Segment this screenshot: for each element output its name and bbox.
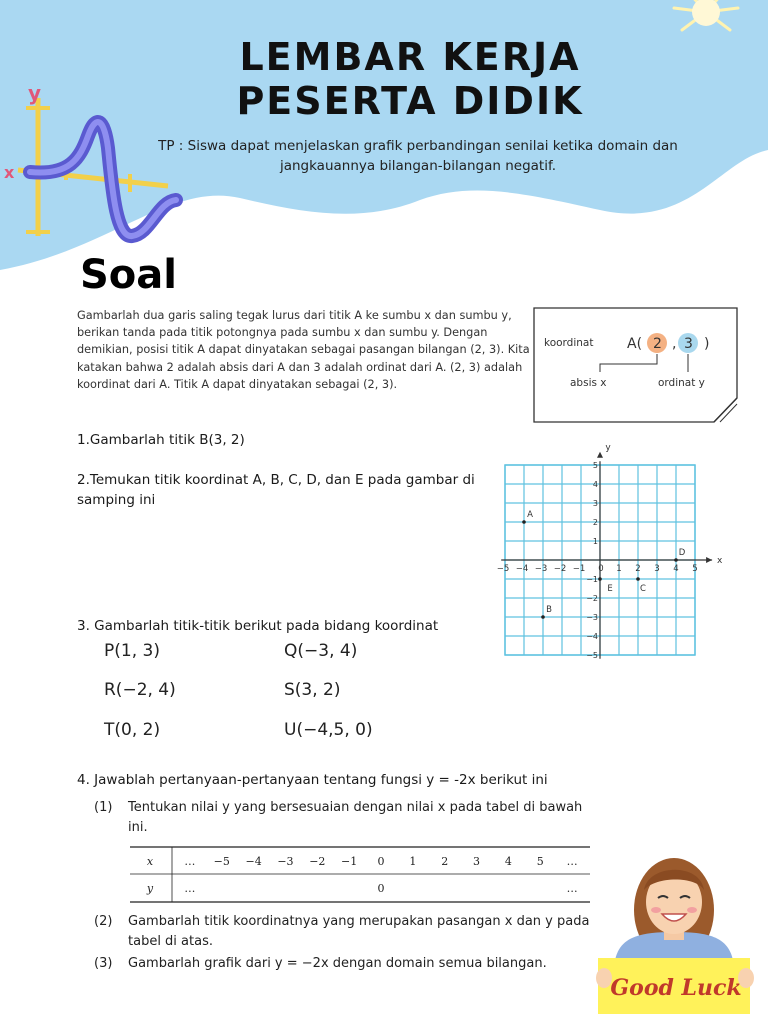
task-3 xyxy=(94,954,547,973)
value-table xyxy=(130,846,590,903)
grid-point-label: B xyxy=(546,605,552,615)
grid-point-label: E xyxy=(607,584,613,594)
table-x-cell: −5 xyxy=(213,855,230,868)
x-tick-label: 0 xyxy=(598,564,604,574)
question-1: 1.Gambarlah titik B(3, 2) xyxy=(77,432,245,448)
y-tick-label: 2 xyxy=(592,518,598,527)
y-tick-label: 3 xyxy=(592,499,598,508)
coordinate-grid xyxy=(496,434,732,660)
y-tick-label: 1 xyxy=(592,537,598,546)
question-4: 4. Jawablah pertanyaan-pertanyaan tentang fungsi y = -2x berikut ini xyxy=(77,772,548,788)
task-box xyxy=(94,794,599,984)
comma: , xyxy=(672,336,677,352)
y-tick-label: 5 xyxy=(592,461,598,470)
table-x-cell: 1 xyxy=(409,855,417,868)
task-1 xyxy=(94,798,582,817)
x-tick-label: 2 xyxy=(635,564,641,574)
table-y-cell: … xyxy=(566,882,578,895)
page-title-line2: PESERTA DIDIK xyxy=(236,79,584,123)
y-tick-label: −1 xyxy=(586,575,598,584)
section-title: Soal xyxy=(80,252,177,298)
grid-y-label: y xyxy=(605,442,611,453)
good-luck-text: Good Luck xyxy=(610,975,742,1001)
task-2 xyxy=(94,912,589,931)
sun-icon xyxy=(668,0,744,36)
table-x-cell: … xyxy=(184,855,196,868)
close-paren: ) xyxy=(704,336,710,352)
grid-point-b xyxy=(541,615,545,619)
task-1-continued: ini. xyxy=(128,820,148,835)
label-koordinat: koordinat xyxy=(544,337,594,349)
y-tick-label: −3 xyxy=(586,613,598,622)
table-y-cell: … xyxy=(184,882,196,895)
point-item: R(−2, 4) xyxy=(104,680,176,700)
task-number: (1) xyxy=(94,800,113,815)
table-x-cell: 5 xyxy=(536,855,544,868)
table-x-cell: −3 xyxy=(277,855,294,868)
question-3: 3. Gambarlah titik-titik berikut pada bidang koordinat xyxy=(77,618,439,634)
table-x-cell: 3 xyxy=(473,855,481,868)
grid-x-label: x xyxy=(717,556,723,566)
question-2: 2.Temukan titik koordinat A, B, C, D, dan E pada gambar di samping ini xyxy=(77,472,475,508)
table-x-cell: 4 xyxy=(504,855,512,868)
point-item: P(1, 3) xyxy=(104,641,160,661)
task-2-continued: tabel di atas. xyxy=(128,934,213,949)
y-tick-label: −5 xyxy=(586,651,598,660)
task-number: (2) xyxy=(94,914,113,929)
y-tick-label: −4 xyxy=(586,632,598,641)
table-x-cell: −1 xyxy=(341,855,358,868)
x-tick-label: 1 xyxy=(616,564,622,574)
table-x-cell: 0 xyxy=(377,855,385,868)
point-item: U(−4,5, 0) xyxy=(284,720,373,740)
grid-point-c xyxy=(636,577,640,581)
label-ordinat: ordinat y xyxy=(658,377,705,389)
x-tick-label: 5 xyxy=(692,564,698,574)
x-tick-label: −4 xyxy=(515,564,529,574)
table-x-header: x xyxy=(146,855,154,868)
table-x-cell: … xyxy=(566,855,578,868)
x-tick-label: 4 xyxy=(673,564,679,574)
y-tick-label: 4 xyxy=(592,480,598,489)
x-tick-label: −1 xyxy=(572,564,586,574)
coordinate-illustration xyxy=(532,306,742,424)
label-absis: absis x xyxy=(570,377,607,389)
grid-point-e xyxy=(598,577,602,581)
table-x-cell: −2 xyxy=(309,855,326,868)
grid-point-label: C xyxy=(640,584,646,594)
x-value: 2 xyxy=(653,336,662,352)
task-text: Gambarlah titik koordinatnya yang merupakan pasangan x dan y pada xyxy=(128,914,590,929)
table-y-header: y xyxy=(146,882,154,895)
x-axis-arrow xyxy=(706,557,712,563)
point-item: S(3, 2) xyxy=(284,680,341,700)
y-axis-arrow xyxy=(597,452,603,458)
axis-y-label: y xyxy=(28,81,42,105)
girl-good-luck-illustration xyxy=(596,848,756,1018)
x-tick-label: −3 xyxy=(534,564,548,574)
task-text: Gambarlah grafik dari y = −2x dengan domain semua bilangan. xyxy=(128,956,547,971)
grid-point-label: A xyxy=(527,510,533,520)
grid-point-d xyxy=(674,558,678,562)
point-name: A( xyxy=(627,336,643,352)
axis-x-label: x xyxy=(4,163,15,182)
y-tick-label: −2 xyxy=(586,594,598,603)
point-item: T(0, 2) xyxy=(104,720,161,740)
x-tick-label: −2 xyxy=(553,564,567,574)
learning-objective: TP : Siswa dapat menjelaskan grafik perbandingan senilai ketika domain dan jangkauannya bilangan-bilangan negatif. xyxy=(158,138,678,174)
intro-paragraph: Gambarlah dua garis saling tegak lurus dari titik A ke sumbu x dan sumbu y, berikan tanda pada titik potongnya pada sumbu x dan sumbu y. Dengan demikian, posisi titik A dapat dinyatakan sebagai pasangan bilangan (2, 3). Kita katakan bahwa 2 adalah absis dari A dan 3 adalah ordinat dari A. (2, 3) adalah koordinat dari A. Titik A dapat dinyatakan sebagai (2, 3). xyxy=(77,309,530,391)
table-x-cell: 2 xyxy=(441,855,449,868)
table-x-cell: −4 xyxy=(245,855,262,868)
page-title-line1: LEMBAR KERJA xyxy=(239,35,581,79)
y-value: 3 xyxy=(684,336,693,352)
grid-point-label: D xyxy=(678,548,686,558)
task-number: (3) xyxy=(94,956,113,971)
x-tick-label: 3 xyxy=(654,564,660,574)
task-text: Tentukan nilai y yang bersesuaian dengan nilai x pada tabel di bawah xyxy=(128,800,583,815)
table-y-cell: 0 xyxy=(377,882,385,895)
point-item: Q(−3, 4) xyxy=(284,641,358,661)
grid-point-a xyxy=(522,520,526,524)
x-tick-label: −5 xyxy=(496,564,510,574)
